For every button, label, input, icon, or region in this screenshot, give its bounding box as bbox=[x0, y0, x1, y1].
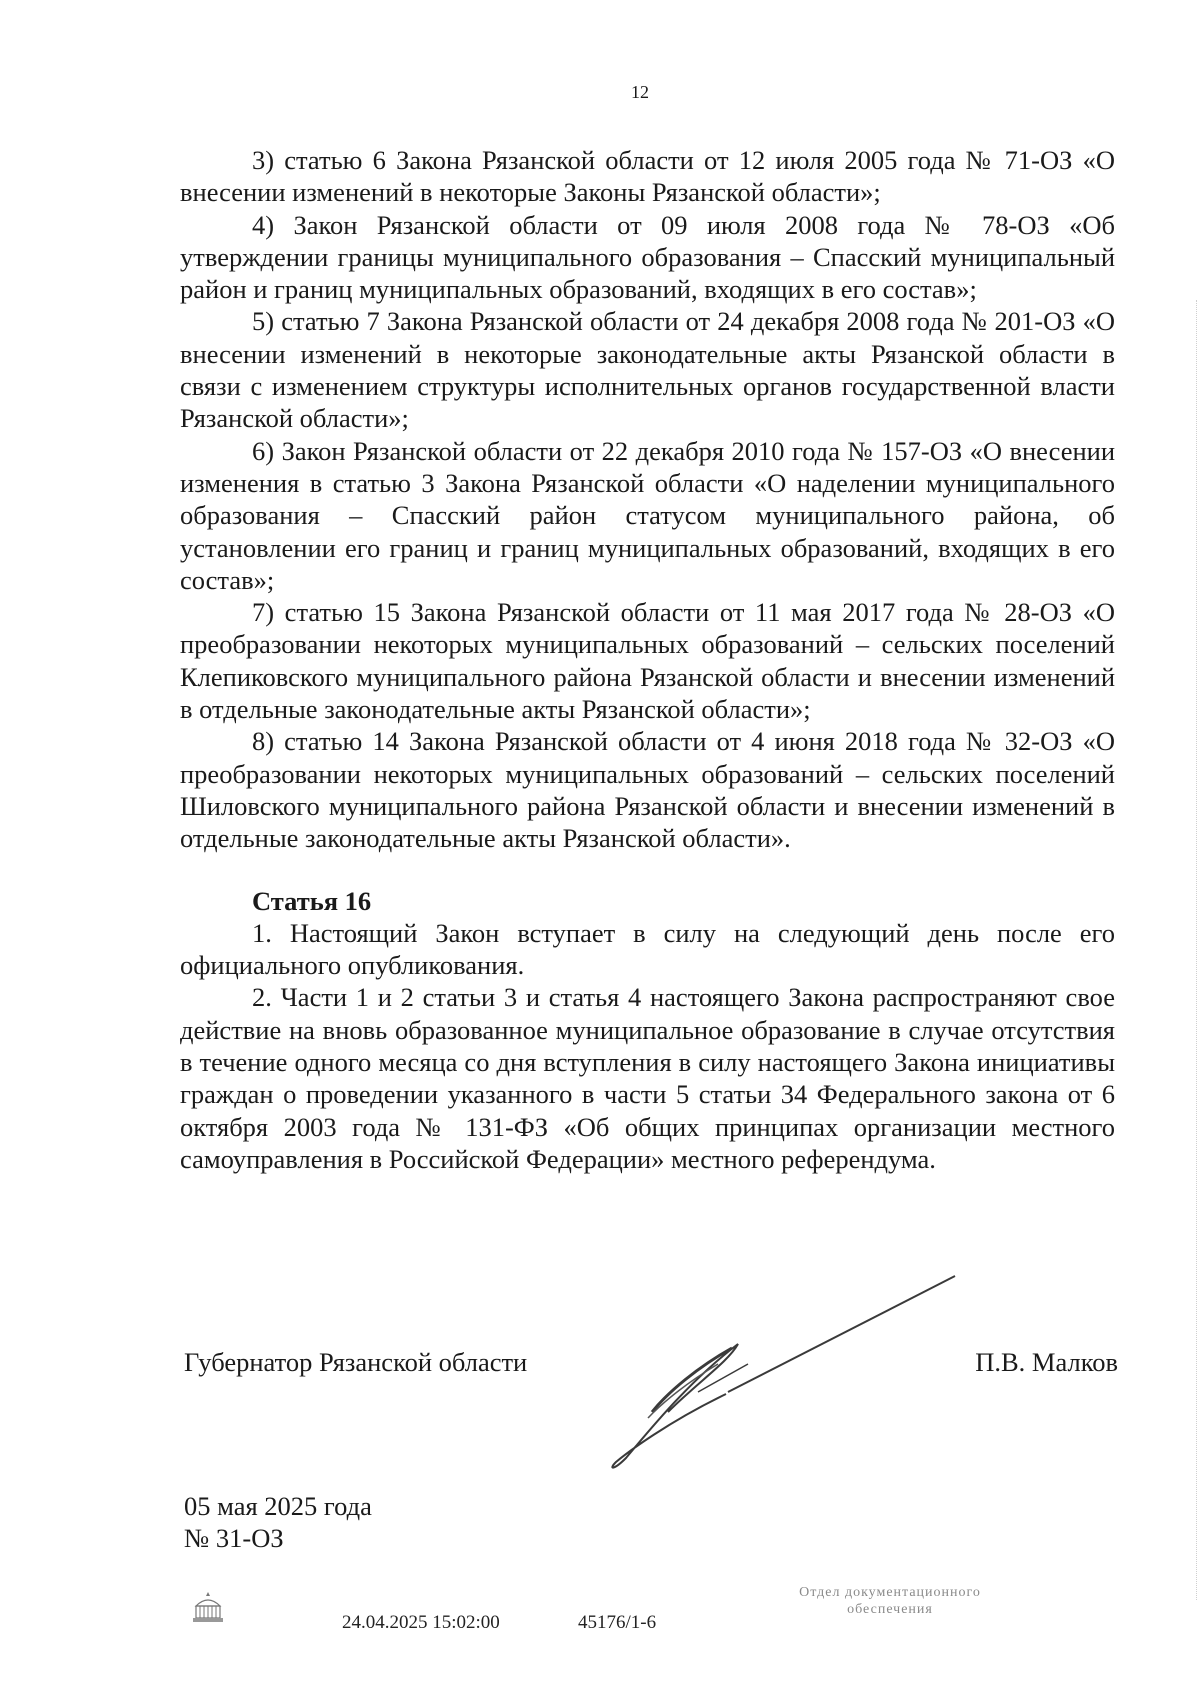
signing-date: 05 мая 2025 года bbox=[184, 1491, 372, 1521]
footer-timestamp: 24.04.2025 15:02:00 bbox=[342, 1612, 500, 1633]
date-block bbox=[184, 1490, 372, 1554]
list-item: 6) Закон Рязанской области от 22 декабря 2010 года № 157-ОЗ «О внесении изменения в статью 3 Закона Рязанской области «О наделении муниципального образования – Спасский район статусом муниципального района, об установлении его границ и границ муниципальных образований, входящих в его состав»; bbox=[180, 435, 1115, 595]
article-paragraph-2: 2. Части 1 и 2 статьи 3 и статья 4 настоящего Закона распространяют свое действие на вновь образованное муниципальное образование в случае отсутствия в течение одного месяца со дня вступления в силу настоящего Закона инициативы граждан о проведении указанного в части 5 статьи 34 Федерального закона от 6 октября 2003 года № 131-ФЗ «Об общих принципах организации местного самоуправления в Российской Федерации» местного референдума. bbox=[180, 982, 1115, 1174]
law-number: № 31-ОЗ bbox=[184, 1523, 284, 1553]
article-heading: Статья 16 bbox=[252, 885, 372, 916]
footer-document-code: 45176/1-6 bbox=[578, 1612, 657, 1633]
department-stamp bbox=[740, 1584, 1040, 1618]
article-paragraph-1: 1. Настоящий Закон вступает в силу на следующий день после его официального опубликования. bbox=[180, 917, 1115, 981]
stamp-line-2: обеспечения bbox=[847, 1602, 933, 1617]
governor-title: Губернатор Рязанской области bbox=[184, 1347, 528, 1377]
stamp-line-1: Отдел документационного bbox=[799, 1585, 981, 1600]
governor-name: П.В. Малков bbox=[975, 1347, 1118, 1377]
document-body bbox=[180, 144, 1115, 1175]
scan-edge-artifact bbox=[1195, 300, 1197, 1600]
list-item: 8) статью 14 Закона Рязанской области от 4 июня 2018 года № 32-ОЗ «О преобразовании некоторых муниципальных образований – сельских поселений Шиловского муниципального района Рязанской области и внесении изменений в отдельные законодательные акты Рязанской области». bbox=[180, 726, 1115, 854]
coat-of-arms-icon bbox=[188, 1590, 228, 1626]
list-item: 5) статью 7 Закона Рязанской области от 24 декабря 2008 года № 201-ОЗ «О внесении изменений в некоторые законодательные акты Рязанской области в связи с изменением структуры исполнительных органов государственной власти Рязанской области»; bbox=[180, 306, 1115, 434]
page-number: 12 bbox=[631, 82, 649, 102]
list-item: 3) статью 6 Закона Рязанской области от 12 июля 2005 года № 71-ОЗ «О внесении изменений в некоторые Законы Рязанской области»; bbox=[180, 145, 1115, 208]
list-item: 7) статью 15 Закона Рязанской области от 11 мая 2017 года № 28-ОЗ «О преобразовании некоторых муниципальных образований – сельских поселений Клепиковского муниципального района Рязанской области и внесении изменений в отдельные законодательные акты Рязанской области»; bbox=[180, 597, 1115, 725]
handwritten-signature bbox=[608, 1272, 958, 1472]
list-item: 4) Закон Рязанской области от 09 июля 2008 года № 78-ОЗ «Об утверждении границы муниципального образования – Спасский муниципальный район и границ муниципальных образований, входящих в его состав»; bbox=[180, 209, 1115, 305]
